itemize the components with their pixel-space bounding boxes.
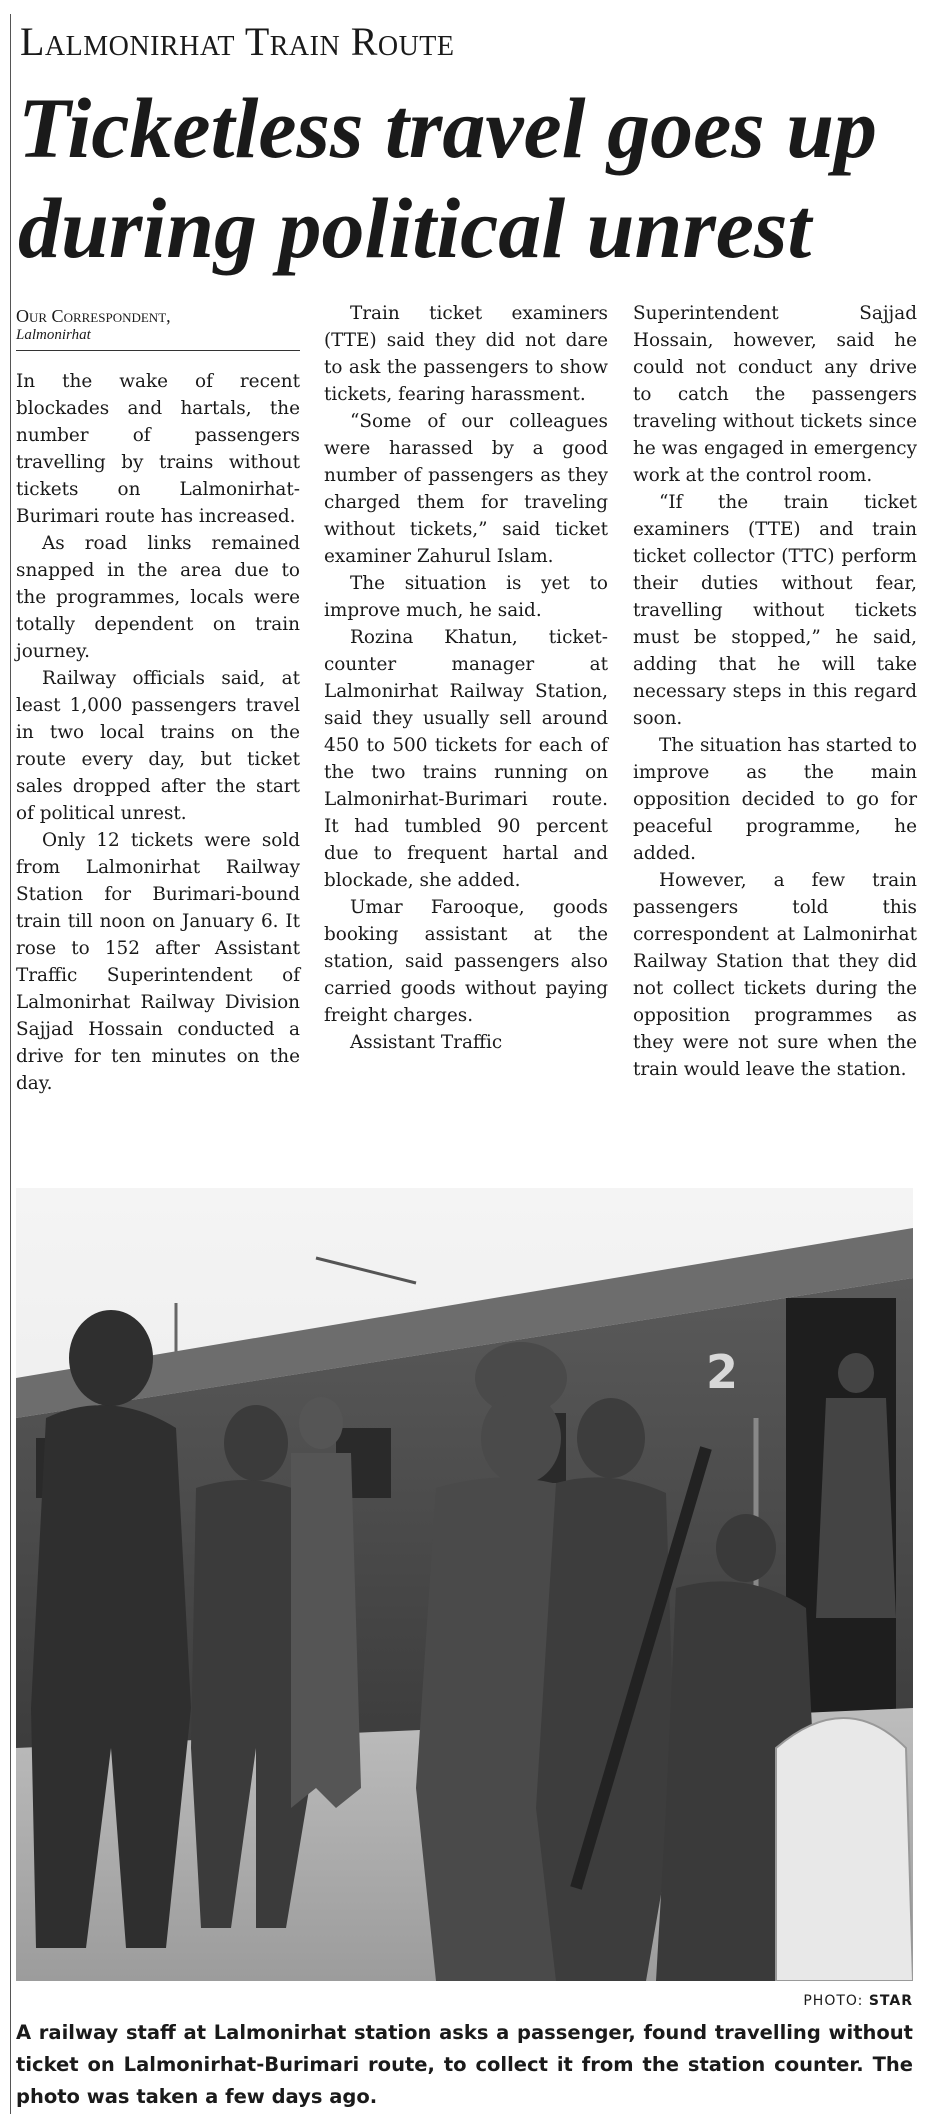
- photo-credit-label: PHOTO:: [803, 1993, 864, 2009]
- article-column-2: [324, 300, 608, 1056]
- paragraph: Superintendent Sajjad Hossain, however, said he could not conduct any drive to catch the passengers traveling without tickets since he was engaged in emergency work at the control room.: [633, 303, 917, 486]
- paragraph: In the wake of recent blockades and hartals, the number of passengers travelling by trains without tickets on Lalmonirhat-Burimari route has increased.: [16, 371, 300, 527]
- train-car-number: 2: [706, 1345, 739, 1399]
- article-kicker: Lalmonirhat Train Route: [20, 19, 455, 64]
- paragraph: However, a few train passengers told this correspondent at Lalmonirhat Railway Station that they did not collect tickets during the opposition programmes as they were not sure when the train would leave the station.: [633, 870, 917, 1080]
- paragraph: Rozina Khatun, ticket-counter manager at Lalmonirhat Railway Station, said they usually sell around 450 to 500 tickets for each of the two trains running on Lalmonirhat-Burimari route. It had tumbled 90 percent due to frequent hartal and blockade, she added.: [324, 627, 608, 891]
- photo-caption: A railway staff at Lalmonirhat station asks a passenger, found travelling without ticket on Lalmonirhat-Burimari route, to collect it from the station counter. The photo was taken a few days ago.: [16, 2021, 913, 2108]
- byline-place: Lalmonirhat: [16, 327, 91, 343]
- paragraph: Only 12 tickets were sold from Lalmonirhat Railway Station for Burimari-bound train till noon on January 6. It rose to 152 after Assistant Traffic Superintendent of Lalmonirhat Railway Division Sajjad Hossain conducted a drive for ten minutes on the day.: [16, 830, 300, 1094]
- paragraph: Train ticket examiners (TTE) said they did not dare to ask the passengers to show tickets, fearing harassment.: [324, 303, 608, 405]
- paragraph: “If the train ticket examiners (TTE) and train ticket collector (TTC) perform their duties without fear, travelling without tickets must be stopped,” he said, adding that he will take necessary steps in this regard soon.: [633, 492, 917, 729]
- article-column-3: [633, 300, 917, 1083]
- article-headline: Ticketless travel goes up during political unrest: [18, 80, 878, 276]
- news-photo: [16, 1188, 913, 1981]
- photo-credit: [803, 1993, 913, 2009]
- photo-credit-source: STAR: [868, 1993, 913, 2009]
- paragraph: The situation is yet to improve much, he said.: [324, 573, 608, 621]
- paragraph: Umar Farooque, goods booking assistant at the station, said passengers also carried goods without paying freight charges.: [324, 897, 608, 1026]
- byline-name: Our Correspondent,: [16, 306, 171, 326]
- article-column-1: [16, 368, 300, 1097]
- train-platform-photo: [16, 1188, 913, 1981]
- paragraph: “Some of our colleagues were harassed by a good number of passengers as they charged them for traveling without tickets,” said ticket examiner Zahurul Islam.: [324, 411, 608, 567]
- paragraph: Railway officials said, at least 1,000 passengers travel in two local trains on the route every day, but ticket sales dropped after the start of political unrest.: [16, 668, 300, 824]
- paragraph: The situation has started to improve as the main opposition decided to go for peaceful programme, he added.: [633, 735, 917, 864]
- byline: [16, 306, 300, 351]
- paragraph: As road links remained snapped in the area due to the programmes, locals were totally dependent on train journey.: [16, 533, 300, 662]
- paragraph: Assistant Traffic: [350, 1032, 503, 1053]
